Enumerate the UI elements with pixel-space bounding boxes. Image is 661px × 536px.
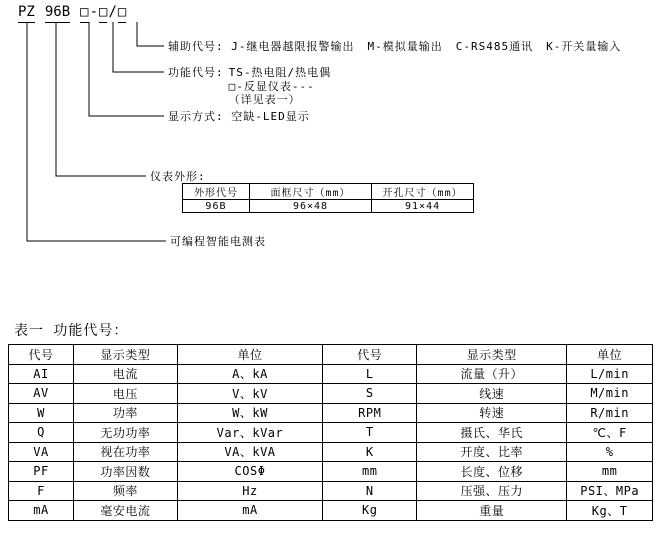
- shape-label: 仪表外形:: [150, 170, 206, 183]
- table-cell: L: [323, 364, 417, 384]
- column-header: 显示类型: [417, 345, 567, 365]
- function-code-lines: [229, 66, 332, 107]
- column-header: 面框尺寸（mm）: [249, 184, 371, 200]
- function-table: [8, 344, 653, 521]
- column-header: 单位: [567, 345, 653, 365]
- table-cell: 线速: [417, 384, 567, 404]
- table-cell: ℃、F: [567, 423, 653, 443]
- column-header: 代号: [9, 345, 74, 365]
- table-cell: 转速: [417, 403, 567, 423]
- aux-code-item: C-RS485通讯: [455, 40, 534, 53]
- function-code-line: （详见表一）: [228, 93, 301, 106]
- model-segment-box1: □: [80, 4, 88, 23]
- table-row: [9, 384, 653, 404]
- model-segment-box2: □: [99, 4, 107, 23]
- table-cell: 功率: [74, 403, 178, 423]
- model-segment-dash: -: [89, 4, 99, 20]
- table-cell: L/min: [567, 364, 653, 384]
- table-cell: %: [567, 442, 653, 462]
- table-cell: RPM: [323, 403, 417, 423]
- table-cell: COSΦ: [177, 462, 323, 482]
- table-cell: K: [323, 442, 417, 462]
- table-cell: 91×44: [372, 200, 474, 213]
- model-segment-series: PZ: [18, 4, 35, 23]
- aux-code-label: [168, 40, 621, 53]
- table-cell: 电流: [74, 364, 178, 384]
- aux-code-item: J-继电器越限报警输出: [231, 40, 355, 53]
- table-cell: 96B: [183, 200, 250, 213]
- table-cell: 重量: [417, 501, 567, 521]
- table-cell: AV: [9, 384, 74, 404]
- table-cell: 96×48: [249, 200, 371, 213]
- table-cell: A、kA: [177, 364, 323, 384]
- programmable-meter-label: 可编程智能电测表: [170, 235, 266, 248]
- table-cell: 视在功率: [74, 442, 178, 462]
- table-cell: PF: [9, 462, 74, 482]
- table-cell: 摄氏、华氏: [417, 423, 567, 443]
- table-cell: 无功功率: [74, 423, 178, 443]
- model-code: [18, 4, 126, 23]
- function-code-line: TS-热电阻/热电偶: [228, 66, 332, 79]
- aux-code-item: K-开关量输入: [546, 40, 622, 53]
- table-cell: 压强、压力: [417, 481, 567, 501]
- table-cell: N: [323, 481, 417, 501]
- table-row: [9, 364, 653, 384]
- table-cell: mm: [323, 462, 417, 482]
- column-header: 开孔尺寸（mm）: [372, 184, 474, 200]
- column-header: 单位: [177, 345, 323, 365]
- table-cell: mA: [177, 501, 323, 521]
- table-row: [9, 403, 653, 423]
- table-row: [9, 481, 653, 501]
- table-cell: 频率: [74, 481, 178, 501]
- model-segment-box3: □: [118, 4, 126, 23]
- table-row: [9, 462, 653, 482]
- model-segment-size: 96B: [45, 4, 70, 23]
- shape-table: [182, 183, 474, 213]
- table-cell: Kg、T: [567, 501, 653, 521]
- table-cell: VA: [9, 442, 74, 462]
- display-mode-label: 显示方式: 空缺-LED显示: [168, 110, 310, 123]
- function-code-line: □-反显仪表---: [228, 79, 315, 93]
- column-header: 代号: [323, 345, 417, 365]
- table-cell: 流量（升）: [417, 364, 567, 384]
- table-header-row: [183, 184, 474, 200]
- function-code-prefix: 功能代号:: [168, 66, 224, 79]
- table-cell: 开度、比率: [417, 442, 567, 462]
- table-cell: T: [323, 423, 417, 443]
- function-table-title: 表一 功能代号：: [14, 323, 129, 339]
- table-cell: F: [9, 481, 74, 501]
- table-cell: 毫安电流: [74, 501, 178, 521]
- aux-code-prefix: 辅助代号:: [168, 40, 224, 53]
- table-row: [183, 200, 474, 213]
- table-cell: 电压: [74, 384, 178, 404]
- aux-code-item: M-模拟量输出: [367, 40, 443, 53]
- table-cell: W、kW: [177, 403, 323, 423]
- table-cell: mA: [9, 501, 74, 521]
- table-cell: Hz: [177, 481, 323, 501]
- table-cell: AI: [9, 364, 74, 384]
- table-row: [9, 501, 653, 521]
- table-row: [9, 442, 653, 462]
- column-header: 外形代号: [183, 184, 250, 200]
- table-cell: Var、kVar: [177, 423, 323, 443]
- table-cell: Q: [9, 423, 74, 443]
- column-header: 显示类型: [74, 345, 178, 365]
- table-cell: 功率因数: [74, 462, 178, 482]
- table-cell: 长度、位移: [417, 462, 567, 482]
- model-segment-slash: /: [108, 4, 117, 20]
- table-header-row: [9, 345, 653, 365]
- table-cell: V、kV: [177, 384, 323, 404]
- table-cell: W: [9, 403, 74, 423]
- table-cell: R/min: [567, 403, 653, 423]
- table-cell: M/min: [567, 384, 653, 404]
- function-code-label: [168, 66, 331, 107]
- table-cell: VA、kVA: [177, 442, 323, 462]
- table-cell: PSI、MPa: [567, 481, 653, 501]
- table-row: [9, 423, 653, 443]
- table-cell: S: [323, 384, 417, 404]
- table-cell: mm: [567, 462, 653, 482]
- table-cell: Kg: [323, 501, 417, 521]
